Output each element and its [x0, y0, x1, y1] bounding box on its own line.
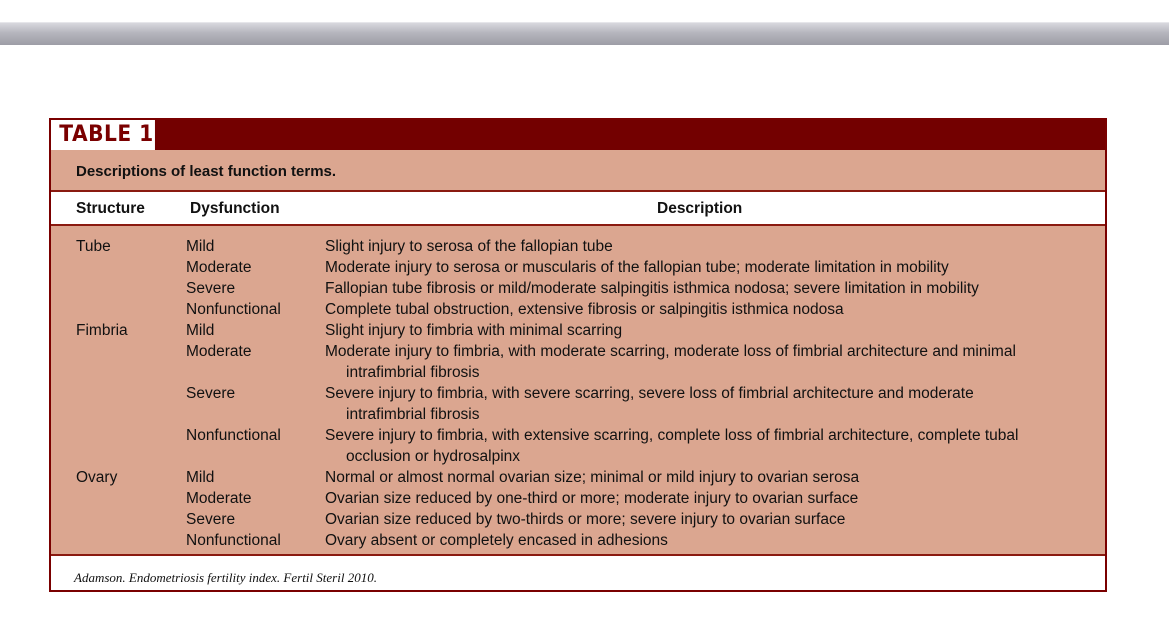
cell-description: Normal or almost normal ovarian size; minimal or mild injury to ovarian serosa	[325, 469, 860, 486]
table-footer-citation: Adamson. Endometriosis fertility index. Fertil Steril 2010.	[74, 570, 377, 585]
cell-description: Slight injury to fimbria with minimal scarring	[325, 322, 623, 339]
cell-structure: Fimbria	[76, 322, 128, 339]
cell-description: Moderate injury to serosa or muscularis of the fallopian tube; moderate limitation in mobility	[325, 259, 949, 276]
cell-dysfunction: Moderate	[186, 490, 252, 507]
cell-description: Complete tubal obstruction, extensive fibrosis or salpingitis isthmica nodosa	[325, 301, 844, 318]
cell-dysfunction: Severe	[186, 385, 236, 402]
cell-structure: Ovary	[76, 469, 118, 486]
cell-dysfunction: Nonfunctional	[186, 427, 281, 444]
cell-description: Severe injury to fimbria, with severe scarring, severe loss of fimbrial architecture and moderate	[325, 385, 974, 402]
cell-dysfunction: Moderate	[186, 259, 252, 276]
cell-dysfunction: Moderate	[186, 343, 252, 360]
cell-dysfunction: Nonfunctional	[186, 532, 281, 549]
table-card	[49, 118, 1107, 592]
header-description: Description	[657, 200, 743, 217]
cell-description: Slight injury to serosa of the fallopian tube	[325, 238, 613, 255]
cell-dysfunction: Severe	[186, 511, 236, 528]
cell-description: intrafimbrial fibrosis	[346, 406, 480, 423]
cell-description: intrafimbrial fibrosis	[346, 364, 480, 381]
cell-description: Ovarian size reduced by one-third or more; moderate injury to ovarian surface	[325, 490, 859, 507]
cell-description: occlusion or hydrosalpinx	[346, 448, 521, 465]
header-structure: Structure	[76, 200, 145, 217]
table-title-band	[51, 120, 1105, 150]
header-dysfunction: Dysfunction	[190, 200, 280, 217]
cell-description: Moderate injury to fimbria, with moderate scarring, moderate loss of fimbrial architecture and minimal	[325, 343, 1016, 360]
cell-dysfunction: Mild	[186, 238, 215, 255]
table-body	[51, 226, 1105, 556]
cell-description: Fallopian tube fibrosis or mild/moderate salpingitis isthmica nodosa; severe limitation in mobility	[325, 280, 979, 297]
cell-dysfunction: Mild	[186, 322, 215, 339]
cell-description: Ovarian size reduced by two-thirds or more; severe injury to ovarian surface	[325, 511, 846, 528]
table-caption: Descriptions of least function terms.	[76, 163, 337, 180]
table-caption-band	[51, 150, 1105, 192]
table-label: TABLE 1	[51, 120, 155, 150]
cell-description: Ovary absent or completely encased in adhesions	[325, 532, 668, 549]
table-header-row	[51, 192, 1105, 226]
top-toolbar-bar	[0, 22, 1169, 45]
cell-dysfunction: Nonfunctional	[186, 301, 281, 318]
cell-dysfunction: Mild	[186, 469, 215, 486]
cell-description: Severe injury to fimbria, with extensive scarring, complete loss of fimbrial architecture, complete tubal	[325, 427, 1019, 444]
cell-dysfunction: Severe	[186, 280, 236, 297]
cell-structure: Tube	[76, 238, 111, 255]
